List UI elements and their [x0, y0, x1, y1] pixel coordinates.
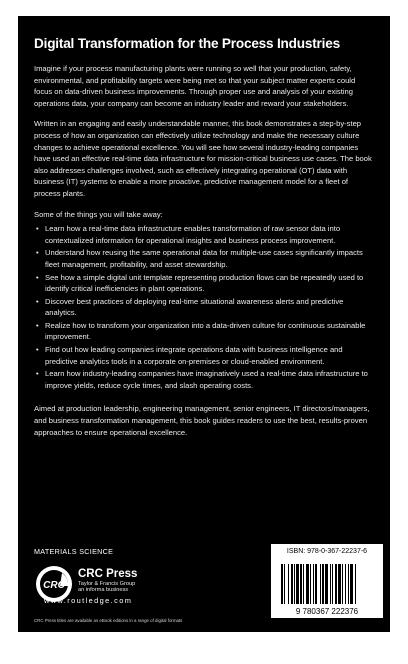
takeaways-list: [34, 223, 374, 391]
crc-mark-text: CRC: [43, 580, 65, 591]
bullet-icon: •: [36, 272, 39, 282]
barcode-bar: [300, 564, 302, 604]
takeaway-item: [34, 368, 374, 391]
barcode-panel: [271, 544, 383, 618]
barcode-bar: [342, 564, 343, 604]
back-cover: [18, 16, 390, 632]
publisher-website: www.routledge.com: [44, 596, 133, 605]
takeaways-intro: Some of the things you will take away:: [34, 209, 163, 219]
isbn-label: ISBN: 978-0-367-22237-6: [286, 548, 368, 555]
barcode-bar: [306, 564, 309, 604]
takeaway-text: Realize how to transform your organization into a data-driven culture for continuous sustainable improvement.: [45, 320, 366, 342]
takeaway-text: See how a simple digital unit template representing production flows can be repeatedly used to identify critical inefficiencies in plant operations.: [45, 272, 364, 294]
barcode-bar: [348, 564, 349, 604]
barcode-bar: [281, 564, 283, 604]
barcode-bar: [325, 564, 328, 604]
barcode-bar: [322, 564, 324, 604]
bullet-icon: •: [36, 224, 39, 234]
intro-paragraph-1: Imagine if your process manufacturing plants were running so well that your production, safety, environmental, and profitability targets were being met so that your subject matter experts could focus on data-driven business improvements. Through proper use and analysis of your existing operations data, your company can become an industry leader and reward your stakeholders.: [34, 64, 356, 108]
cover-content: [18, 16, 390, 438]
bullet-icon: •: [36, 320, 39, 330]
barcode-bar: [345, 564, 346, 604]
bullet-icon: •: [36, 296, 39, 306]
bullet-icon: •: [36, 345, 39, 355]
barcode-icon: [277, 564, 377, 616]
takeaway-item: [34, 272, 374, 295]
barcode-bar: [355, 564, 356, 604]
audience-paragraph: Aimed at production leadership, engineering management, senior engineers, IT directors/managers, and business transformation management, this book guides readers to use the best, results-proven approaches to ensure operational excellence.: [34, 404, 370, 437]
takeaway-item: [34, 247, 374, 270]
barcode-bar: [310, 564, 311, 604]
barcode-bar: [350, 564, 353, 604]
barcode-bar: [335, 564, 337, 604]
takeaway-text: Understand how reusing the same operational data for multiple-use cases significantly impacts fleet management, profitability, and asset stewardship.: [45, 248, 363, 269]
book-title: Digital Transformation for the Process Industries: [34, 36, 340, 51]
barcode-bar: [313, 564, 314, 604]
takeaway-item: [34, 296, 374, 319]
publisher-group: Taylor & Francis Group: [78, 581, 136, 587]
barcode-bar: [303, 564, 304, 604]
publisher-tagline: an informa business: [78, 587, 129, 593]
barcode-bar: [320, 564, 321, 604]
barcode-bar: [294, 564, 295, 604]
ebook-footnote: CRC Press titles are available as eBook editions in a range of digital formats: [34, 618, 183, 623]
barcode-bar: [332, 564, 333, 604]
bullet-icon: •: [36, 369, 39, 379]
barcode-bar: [338, 564, 341, 604]
barcode-bar: [284, 564, 285, 604]
publisher-name: CRC Press: [78, 568, 138, 580]
barcode-bar: [291, 564, 293, 604]
barcode-digits: 9 780367 222376: [295, 607, 359, 616]
takeaway-text: Find out how leading companies integrate operations data with business intelligence and predictive analytics tools in a corporate on-premises or cloud-enabled environment.: [45, 345, 343, 366]
takeaway-item: [34, 320, 374, 343]
takeaway-text: Discover best practices of deploying real-time situational awareness alerts and predictive analytics.: [45, 296, 344, 318]
barcode-bar: [330, 564, 331, 604]
intro-paragraph-2: Written in an engaging and easily understandable manner, this book demonstrates a step-by-step process of how an organization can effectively utilize technology and make the necessary culture changes to achieve operational excellence. You will see how several industry-leading companies have used an effective real-time data infrastructure for mission-critical business use cases. The book also addresses challenges involved, such as effectively integrating operational (OT) data with business (IT) systems to enable a more proactive, predictive management model for a fleet of process plants.: [34, 119, 372, 198]
barcode-bar: [315, 564, 317, 604]
barcode-bar: [296, 564, 299, 604]
publisher-logo: [34, 564, 204, 608]
barcode-bar: [288, 564, 289, 604]
bullet-icon: •: [36, 248, 39, 258]
subject-category: MATERIALS SCIENCE: [34, 547, 114, 556]
publisher-text: [78, 568, 137, 593]
takeaway-item: [34, 223, 374, 246]
takeaway-item: [34, 344, 374, 367]
takeaway-text: Learn how industry-leading companies have imaginatively used a real-time data infrastructure to improve yields, reduce cycle times, and slash operating costs.: [45, 369, 368, 390]
takeaway-text: Learn how a real-time data infrastructure enables transformation of raw sensor data into contextualized information for operational insights and business process improvement.: [45, 224, 341, 245]
